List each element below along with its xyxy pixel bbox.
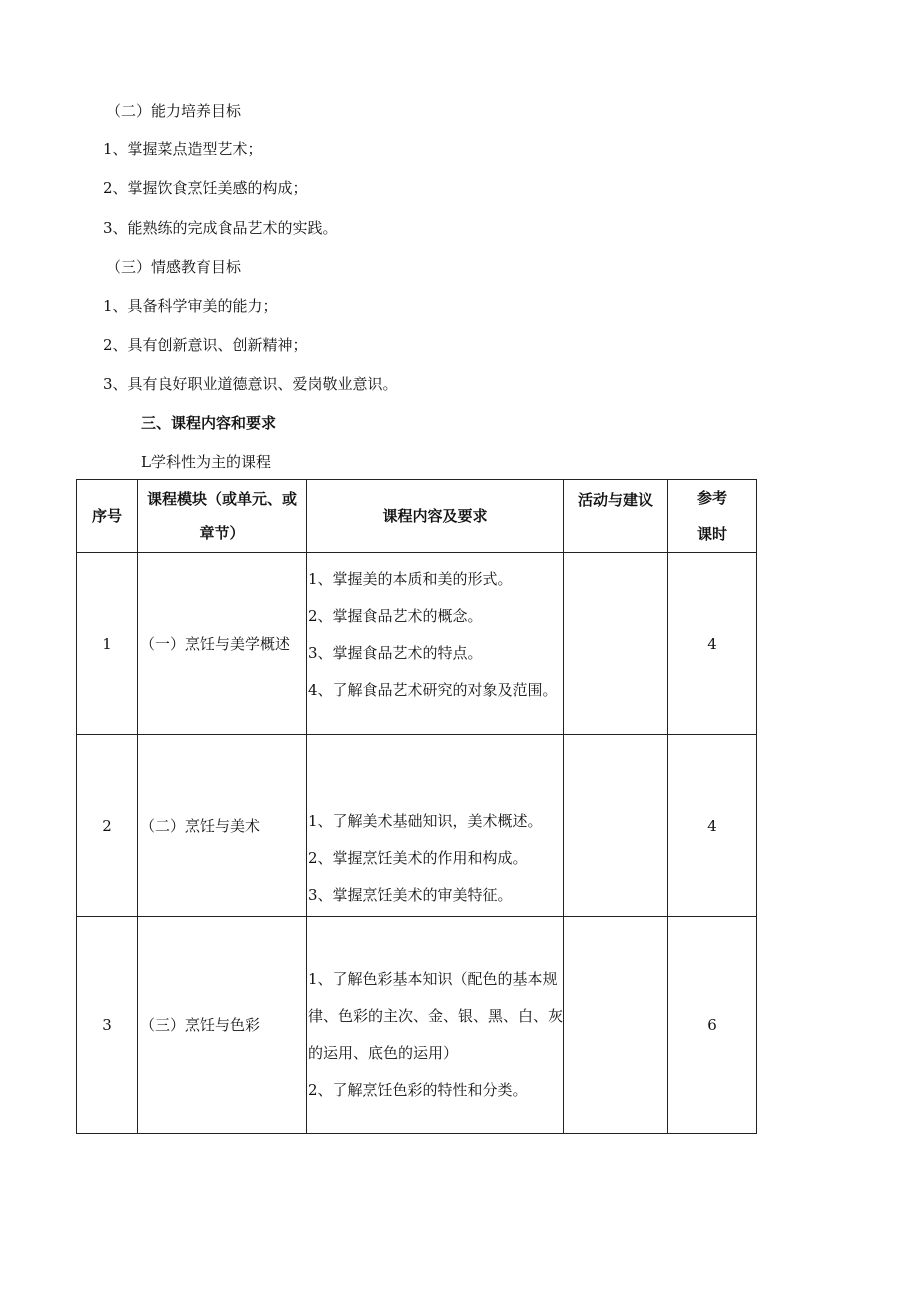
requirement-item: 1、了解色彩基本知识（配色的基本规律、色彩的主次、金、银、黑、白、灰的运用、底色的运用） [308, 970, 564, 1062]
emotion-item-3: 3、具有良好职业道德意识、爱岗敬业意识。 [103, 375, 398, 393]
header-module [138, 480, 307, 553]
row-activities [564, 735, 668, 917]
row-num: 3 [77, 917, 138, 1134]
requirement-item: 2、了解烹饪色彩的特性和分类。 [308, 1081, 528, 1099]
header-activities: 活动与建议 [564, 480, 668, 553]
ability-item-2: 2、掌握饮食烹饪美感的构成； [103, 179, 308, 197]
requirement-item: 4、了解食品艺术研究的对象及范围。 [308, 681, 558, 699]
header-requirements: 课程内容及要求 [307, 480, 564, 553]
row-activities [564, 917, 668, 1134]
ability-item-3: 3、能熟练的完成食品艺术的实践。 [103, 219, 338, 237]
header-hours-line1: 参考 [696, 489, 727, 507]
requirement-item: 1、掌握美的本质和美的形式。 [308, 570, 513, 588]
header-module-label: 课程模块（或单元、或章节） [146, 490, 297, 542]
row-module [138, 553, 307, 735]
table-header-row [77, 480, 757, 553]
course-table [76, 479, 757, 1134]
row-requirements [307, 917, 564, 1134]
table-row [77, 917, 757, 1134]
requirement-item: 1、了解美术基础知识，美术概述。 [308, 812, 543, 830]
emotion-item-1: 1、具备科学审美的能力； [103, 297, 278, 315]
ability-heading: （二）能力培养目标 [106, 102, 242, 120]
table-caption: L学科性为主的课程 [141, 453, 271, 471]
ability-item-1: 1、掌握菜点造型艺术； [103, 140, 263, 158]
row-hours: 6 [668, 917, 757, 1134]
row-module-label: （一）烹饪与美学概述 [140, 634, 291, 653]
table-row [77, 553, 757, 735]
row-requirements [307, 553, 564, 735]
header-hours-line2: 课时 [696, 525, 727, 543]
row-hours: 4 [668, 553, 757, 735]
emotion-heading: （三）情感教育目标 [106, 258, 242, 276]
content-heading: 三、课程内容和要求 [141, 414, 277, 432]
row-module [138, 735, 307, 917]
row-num: 1 [77, 553, 138, 735]
row-requirements [307, 735, 564, 917]
row-module-label: （三）烹饪与色彩 [140, 1016, 261, 1034]
requirement-item: 3、掌握烹饪美术的审美特征。 [308, 886, 513, 904]
header-num: 序号 [77, 480, 138, 553]
table-row [77, 735, 757, 917]
row-module [138, 917, 307, 1134]
row-activities [564, 553, 668, 735]
header-hours [668, 480, 757, 553]
row-hours: 4 [668, 735, 757, 917]
row-num: 2 [77, 735, 138, 917]
row-module-label: （二）烹饪与美术 [140, 816, 261, 835]
requirement-item: 2、掌握烹饪美术的作用和构成。 [308, 849, 528, 867]
emotion-item-2: 2、具有创新意识、创新精神； [103, 336, 308, 354]
requirement-item: 2、掌握食品艺术的概念。 [308, 607, 483, 625]
requirement-item: 3、掌握食品艺术的特点。 [308, 644, 483, 662]
